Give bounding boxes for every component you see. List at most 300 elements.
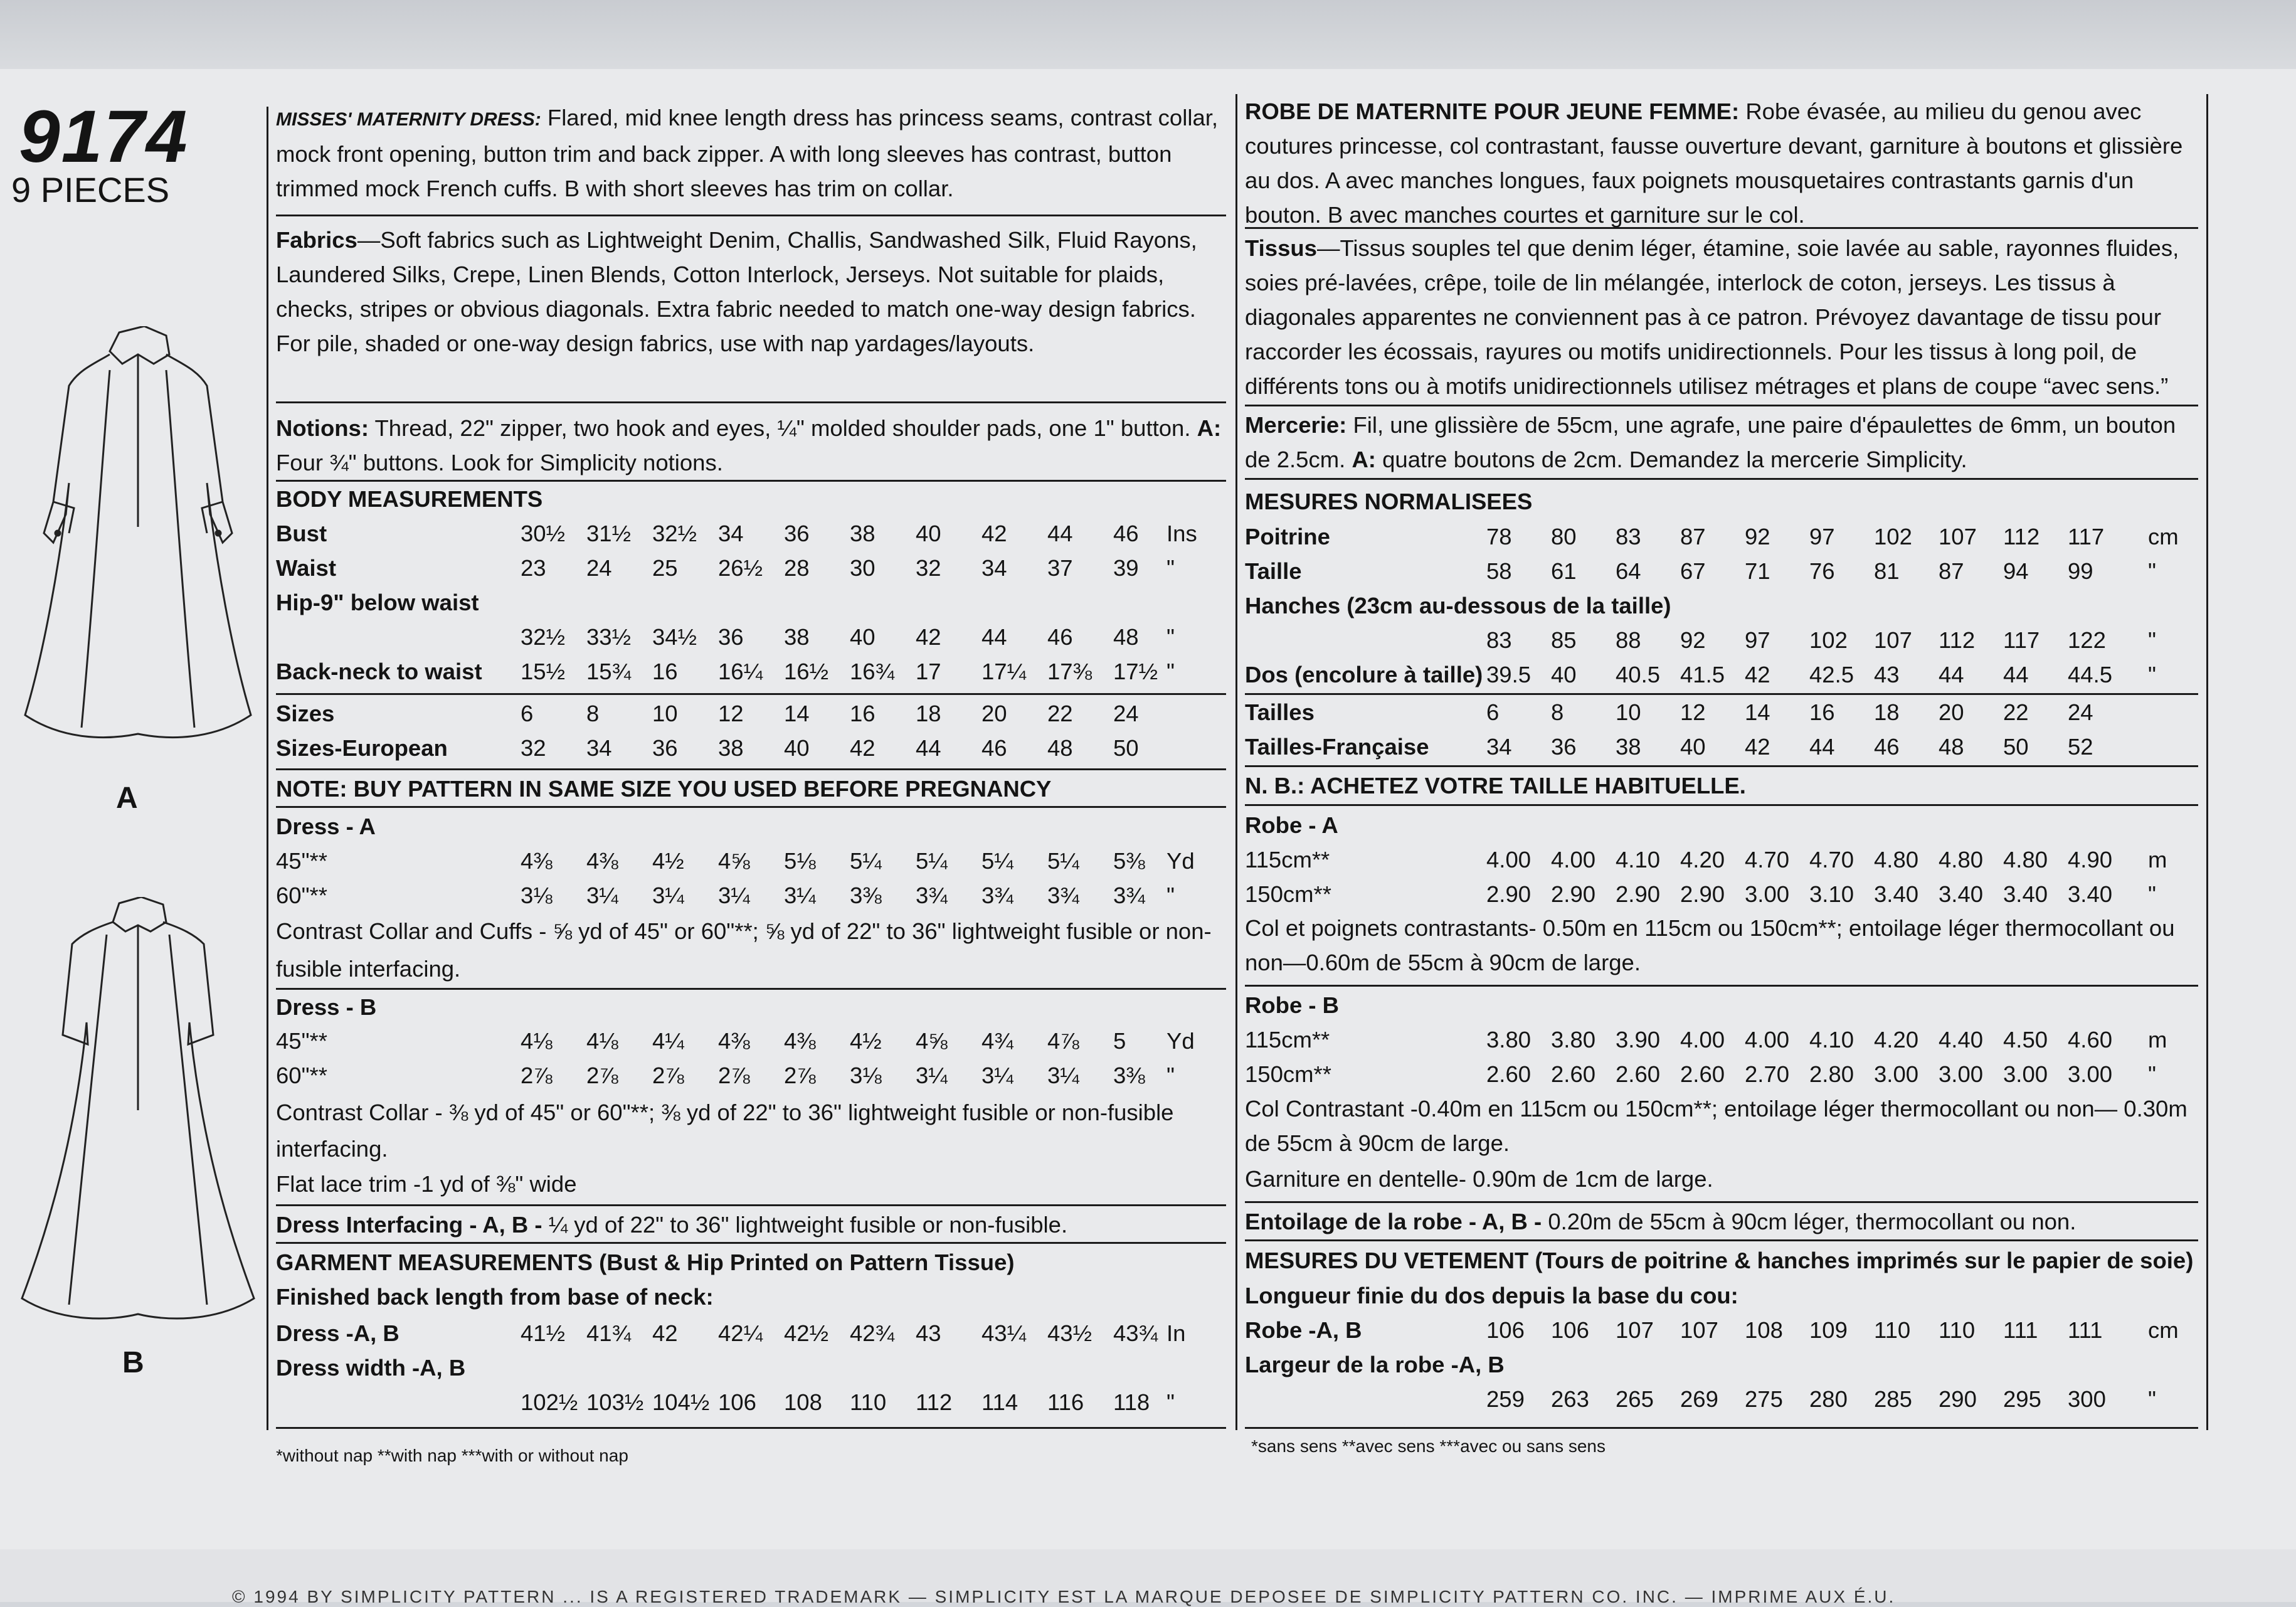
size-value: 3¼ [586,883,618,908]
size-value: 64 [1616,558,1641,584]
size-value: 48 [1047,735,1073,761]
size-value: 17 [916,659,941,684]
en-garment-sub: Finished back length from base of neck: [276,1284,714,1310]
size-value: 50 [2003,734,2029,760]
size-value: 22 [1047,701,1073,726]
size-value: 275 [1745,1386,1783,1412]
size-value: 2.70 [1745,1061,1790,1087]
size-value: 4.50 [2003,1027,2048,1053]
size-value: 4.90 [2068,847,2113,872]
size-value: 16 [850,701,876,726]
size-value: 44 [916,735,941,761]
size-value: 34½ [652,624,697,650]
en-interfacing-text: ¼ yd of 22" to 36" lightweight fusible or non-fusible. [548,1212,1068,1238]
size-value: 43 [916,1320,941,1346]
size-value: 2⅞ [652,1063,684,1088]
table-row [276,1316,1226,1350]
divider [1245,1239,2198,1241]
size-value: 3¼ [981,1063,1013,1088]
size-value: 4⅜ [784,1028,816,1054]
size-value: 4.60 [2068,1027,2113,1053]
size-value: 5¼ [1047,848,1079,874]
size-value: 67 [1680,558,1706,584]
size-value: 2.60 [1616,1061,1661,1087]
size-value: 44 [2003,662,2029,687]
en-dress-a-title: Dress - A [276,814,376,839]
size-value: 94 [2003,558,2029,584]
size-value: 4¾ [981,1028,1013,1054]
unit-label: " [2148,662,2156,687]
size-value: 3.40 [1874,881,1919,907]
copyright-line: © 1994 BY SIMPLICITY PATTERN ... IS A REGISTERED TRADEMARK — SIMPLICITY EST LA MARQUE DEPOSEE DE SIMPLICITY PATTERN CO. INC. — IMPRIME AUX É.U. [232,1587,1896,1606]
size-value: 6 [521,701,534,726]
en-dress-b-contrast: Contrast Collar - ⅜ yd of 45" or 60"**; ⅜ yd of 22" to 36" lightweight fusible or non-fusible interfacing. [276,1100,1174,1162]
size-value: 3.40 [2068,881,2113,907]
size-value: 16¾ [850,659,895,684]
row-label: Back-neck to waist [276,659,482,684]
divider [1245,1201,2198,1203]
size-value: 41.5 [1680,662,1725,687]
size-value: 24 [586,555,612,581]
frame-line-right [2206,94,2208,1430]
size-value: 24 [2068,699,2093,725]
table-row [276,1024,1226,1058]
divider [276,693,1226,695]
size-value: 4.10 [1616,847,1661,872]
size-value: 295 [2003,1386,2041,1412]
size-value: 46 [981,735,1007,761]
size-value: 28 [784,555,810,581]
size-value: 36 [1551,734,1577,760]
size-value: 3⅜ [1113,1063,1145,1088]
size-value: 4⅜ [718,1028,750,1054]
size-value: 4.70 [1809,847,1854,872]
size-value: 3.40 [1939,881,1984,907]
size-value: 43¾ [1113,1320,1158,1346]
size-value: 34 [981,555,1007,581]
fr-description [1245,94,2198,232]
divider [276,215,1226,216]
row-label: 60"** [276,1063,327,1088]
row-label: Dress -A, B [276,1320,399,1346]
table-row [1245,1313,2198,1347]
en-fabrics-label: Fabrics [276,227,357,253]
size-value: 40.5 [1616,662,1661,687]
size-value: 110 [1874,1317,1911,1343]
size-value: 108 [1745,1317,1783,1343]
size-value: 46 [1047,624,1073,650]
table-row [276,731,1226,765]
row-label: Robe -A, B [1245,1317,1362,1343]
size-value: 2.60 [1680,1061,1725,1087]
size-value: 17⅜ [1047,659,1092,684]
size-value: 114 [981,1389,1018,1415]
table-row [1245,1382,2198,1416]
size-value: 78 [1486,524,1512,549]
fr-dress-b-contrast: Col Contrastant -0.40m en 115cm ou 150cm**; entoilage léger thermocollant ou non— 0.30m de 55cm à 90cm de large. [1245,1096,2188,1156]
size-value: 36 [652,735,678,761]
unit-label: " [1167,1389,1175,1415]
size-value: 118 [1113,1389,1150,1415]
size-value: 34 [1486,734,1512,760]
size-value: 111 [2003,1317,2038,1343]
size-value: 32 [521,735,546,761]
row-label: Largeur de la robe -A, B [1245,1352,1505,1377]
table-row [276,516,1226,551]
table-row [1245,695,2198,729]
size-value: 48 [1113,624,1139,650]
size-value: 112 [1939,627,1976,653]
row-label: Sizes [276,701,335,726]
size-value: 14 [1745,699,1770,725]
frame-line-middle [1235,94,1237,1430]
size-value: 23 [521,555,546,581]
size-value: 30½ [521,521,566,546]
size-value: 3¾ [1047,883,1079,908]
size-value: 106 [718,1389,756,1415]
size-value: 52 [2068,734,2093,760]
size-value: 15½ [521,659,566,684]
size-value: 3.00 [1874,1061,1919,1087]
size-value: 106 [1486,1317,1525,1343]
fr-note: N. B.: ACHETEZ VOTRE TAILLE HABITUELLE. [1245,773,1746,798]
table-row [276,844,1226,878]
row-label: Hanches (23cm au-dessous de la taille) [1245,593,1671,618]
size-value: 117 [2068,524,2105,549]
size-value: 48 [1939,734,1964,760]
fr-interfacing-text: 0.20m de 55cm à 90cm léger, thermocollant ou non. [1548,1209,2076,1234]
row-label: Dress width -A, B [276,1355,466,1381]
size-value: 44 [981,624,1007,650]
size-value: 2⅞ [586,1063,618,1088]
pieces-count: 9 PIECES [11,170,170,209]
size-value: 3⅛ [850,1063,882,1088]
size-value: 4⅜ [521,848,553,874]
divider [276,401,1226,403]
unit-label: " [1167,555,1175,581]
table-row [1245,1022,2198,1057]
size-value: 44.5 [2068,662,2113,687]
size-value: 102 [1809,627,1848,653]
unit-label: " [2148,627,2156,653]
size-value: 40 [1551,662,1577,687]
size-value: 4.80 [1939,847,1984,872]
table-row [1245,842,2198,877]
table-row [1245,554,2198,588]
size-value: 97 [1809,524,1835,549]
unit-label: In [1167,1320,1186,1346]
size-value: 34 [718,521,744,546]
size-value: 39 [1113,555,1139,581]
size-value: 112 [2003,524,2040,549]
size-value: 92 [1680,627,1706,653]
fr-notions-text: Fil, une glissière de 55cm, une agrafe, une paire d'épaulettes de 6mm, un bouton de 2.5cm. [1245,412,2176,472]
size-value: 18 [1874,699,1900,725]
table-row [1245,1057,2198,1091]
size-value: 38 [850,521,876,546]
size-value: 25 [652,555,678,581]
size-value: 31½ [586,521,632,546]
row-label: Taille [1245,558,1302,584]
size-value: 4.20 [1680,847,1725,872]
size-value: 12 [1680,699,1706,725]
size-value: 24 [1113,701,1139,726]
size-value: 109 [1809,1317,1848,1343]
fr-garment-title: MESURES DU VETEMENT (Tours de poitrine & hanches imprimés sur le papier de soie) [1245,1248,2194,1273]
size-value: 3.80 [1486,1027,1532,1053]
size-value: 92 [1745,524,1770,549]
row-label: 60"** [276,883,327,908]
size-value: 15¾ [586,659,632,684]
table-row [1245,1347,2198,1382]
size-value: 3.00 [1939,1061,1984,1087]
unit-label: m [2148,847,2167,872]
size-value: 20 [981,701,1007,726]
table-row [276,878,1226,913]
size-value: 4.00 [1680,1027,1725,1053]
fr-notions [1245,408,2198,477]
size-value: 3¼ [916,1063,948,1088]
unit-label: " [1167,659,1175,684]
size-value: 4.00 [1551,847,1596,872]
table-row [276,1058,1226,1093]
row-label: Poitrine [1245,524,1330,549]
fr-notions-a-label: A: [1352,447,1376,472]
row-label: 45"** [276,848,327,874]
size-value: 3¼ [1047,1063,1079,1088]
table-row [276,696,1226,731]
size-value: 36 [784,521,810,546]
row-label: 115cm** [1245,847,1330,872]
unit-label: " [1167,1063,1175,1088]
size-value: 3.00 [2003,1061,2048,1087]
size-value: 259 [1486,1386,1525,1412]
size-value: 4⅞ [1047,1028,1079,1054]
row-label: Tailles-Française [1245,734,1429,760]
fr-dress-a-title: Robe - A [1245,812,1338,838]
size-value: 4¼ [652,1028,684,1054]
size-value: 3¾ [1113,883,1145,908]
size-value: 42.5 [1809,662,1854,687]
size-value: 17¼ [981,659,1027,684]
en-notions [276,411,1226,480]
divider [276,988,1226,990]
dress-a-back-illustration [19,326,257,753]
size-value: 83 [1486,627,1512,653]
size-value: 4.10 [1809,1027,1854,1053]
size-value: 46 [1113,521,1139,546]
size-value: 10 [1616,699,1641,725]
size-value: 4⅛ [521,1028,553,1054]
divider [1245,1427,2198,1429]
size-value: 42 [1745,662,1770,687]
size-value: 265 [1616,1386,1654,1412]
size-value: 43 [1874,662,1900,687]
en-notions-a-text: Four ¾" buttons. Look for Simplicity notions. [276,450,723,475]
size-value: 87 [1939,558,1964,584]
size-value: 107 [1680,1317,1718,1343]
en-description-lead: MISSES' MATERNITY DRESS: [276,109,541,130]
dress-b-back-illustration [13,897,263,1323]
size-value: 5¼ [981,848,1013,874]
size-value: 102½ [521,1389,578,1415]
size-value: 85 [1551,627,1577,653]
size-value: 3¼ [784,883,816,908]
row-label: Hip-9" below waist [276,590,479,615]
size-value: 280 [1809,1386,1848,1412]
size-value: 16½ [784,659,829,684]
table-row [1245,877,2198,911]
size-value: 2.60 [1551,1061,1596,1087]
divider [1245,985,2198,987]
divider [1245,405,2198,406]
size-value: 107 [1939,524,1977,549]
row-label: 150cm** [1245,1061,1331,1087]
fr-footnote: *sans sens **avec sens ***avec ou sans sens [1251,1436,1606,1456]
table-row [1245,729,2198,764]
size-value: 3.10 [1809,881,1854,907]
size-value: 111 [2068,1317,2103,1343]
size-value: 300 [2068,1386,2106,1412]
fr-body-title: MESURES NORMALISEES [1245,489,1533,514]
size-value: 6 [1486,699,1500,725]
size-value: 8 [586,701,600,726]
size-value: 16¼ [718,659,763,684]
divider [276,768,1226,770]
size-value: 3.90 [1616,1027,1661,1053]
size-value: 107 [1874,627,1912,653]
en-footnote: *without nap **with nap ***with or without nap [276,1446,628,1465]
size-value: 26½ [718,555,763,581]
size-value: 83 [1616,524,1641,549]
table-row [276,551,1226,585]
size-value: 4.40 [1939,1027,1984,1053]
size-value: 110 [850,1389,887,1415]
size-value: 80 [1551,524,1577,549]
size-value: 42¾ [850,1320,895,1346]
size-value: 42½ [784,1320,829,1346]
divider [1245,227,2198,229]
row-label: 45"** [276,1028,327,1054]
size-value: 2.60 [1486,1061,1532,1087]
row-label: 115cm** [1245,1027,1330,1053]
fr-dress-b-title: Robe - B [1245,992,1340,1018]
fr-notions-label: Mercerie: [1245,412,1347,438]
fr-description-text: Robe évasée, au milieu du genou avec coutures princesse, col contrastant, fausse ouverture devant, garniture à boutons et glissière au dos. A avec manches longues, faux poignets mousquetaires contrastants garnis d'un bouton. B avec manches courtes et garniture sur le col. [1245,98,2183,228]
size-value: 104½ [652,1389,710,1415]
size-value: 38 [718,735,744,761]
table-row [1245,519,2198,554]
size-value: 40 [850,624,876,650]
divider [276,1427,1226,1429]
size-value: 46 [1874,734,1900,760]
en-notions-label: Notions: [276,415,369,441]
size-value: 34 [586,735,612,761]
fr-fabrics-label: Tissus [1245,235,1317,261]
table-row [1245,657,2198,692]
size-value: 42 [652,1320,678,1346]
size-value: 16 [1809,699,1835,725]
unit-label: m [2148,1027,2167,1053]
size-value: 3.40 [2003,881,2048,907]
size-value: 2.90 [1680,881,1725,907]
size-value: 4⅝ [718,848,750,874]
unit-label: " [2148,558,2156,584]
row-label: 150cm** [1245,881,1331,907]
size-value: 33½ [586,624,632,650]
en-description-text: Flared, mid knee length dress has princess seams, contrast collar, mock front opening, button trim and back zipper. A with long sleeves has contrast, button trimmed mock French cuffs. B with short sleeves has trim on collar. [276,105,1219,201]
size-value: 30 [850,555,876,581]
en-interfacing [276,1207,1067,1242]
size-value: 4½ [652,848,684,874]
unit-label: cm [2148,524,2179,549]
size-value: 4⅝ [916,1028,948,1054]
fr-fabrics [1245,231,2198,403]
row-label: Dos (encolure à taille) [1245,662,1483,687]
size-value: 107 [1616,1317,1654,1343]
divider [276,806,1226,808]
size-value: 99 [2068,558,2093,584]
size-value: 4.00 [1486,847,1532,872]
unit-label: Ins [1167,521,1197,546]
fr-garment-sub: Longueur finie du dos depuis la base du cou: [1245,1283,1738,1308]
view-label-b: B [122,1346,144,1379]
size-value: 88 [1616,627,1641,653]
size-value: 3¼ [652,883,684,908]
size-value: 87 [1680,524,1706,549]
size-value: 106 [1551,1317,1589,1343]
en-dress-b-title: Dress - B [276,994,377,1020]
size-value: 16 [652,659,678,684]
size-value: 108 [784,1389,822,1415]
fr-description-lead: ROBE DE MATERNITE POUR JEUNE FEMME: [1245,98,1740,124]
unit-label: " [2148,1386,2156,1412]
divider [276,1242,1226,1244]
en-interfacing-label: Dress Interfacing - A, B - [276,1212,542,1238]
en-dress-b-lace: Flat lace trim -1 yd of ⅜" wide [276,1171,577,1197]
size-value: 4⅛ [586,1028,618,1054]
english-column [276,94,1226,1474]
size-value: 10 [652,701,678,726]
size-value: 42¼ [718,1320,763,1346]
size-value: 42 [916,624,941,650]
size-value: 4.80 [1874,847,1919,872]
size-value: 5⅜ [1113,848,1145,874]
en-fabrics [276,223,1226,361]
en-fabrics-text: —Soft fabrics such as Lightweight Denim, Challis, Sandwashed Silk, Fluid Rayons, Laundered Silks, Crepe, Linen Blends, Cotton Interlock, Jerseys. Not suitable for plaids, checks, stripes or obvious diagonals. Extra fabric needed to match one-way design fabrics. For pile, shaded or one-way design fabrics, use with nap yardages/layouts. [276,227,1197,356]
size-value: 50 [1113,735,1139,761]
size-value: 44 [1047,521,1073,546]
size-value: 41¾ [586,1320,632,1346]
size-value: 2.90 [1551,881,1596,907]
size-value: 5⅛ [784,848,816,874]
size-value: 285 [1874,1386,1912,1412]
unit-label: " [1167,883,1175,908]
size-value: 102 [1874,524,1912,549]
fr-fabrics-text: —Tissus souples tel que denim léger, étamine, soie lavée au sable, rayonnes fluides, soies pré-lavées, crêpe, toile de lin mélangée, interlock de coton, jerseys. Les tissus à diagonales apparentes ne conviennent pas à ce patron. Prévoyez davantage de tissu pour raccorder les écossais, rayures ou motifs unidirectionnels. Pour les tissus à long poil, de différents tons ou à motifs unidirectionnels utilisez métrages et plans de coupe “avec sens.” [1245,235,2179,399]
size-value: 44 [1809,734,1835,760]
size-value: 4.00 [1745,1027,1790,1053]
row-label: Tailles [1245,699,1315,725]
size-value: 3⅜ [850,883,882,908]
size-value: 3⅛ [521,883,553,908]
size-value: 14 [784,701,810,726]
fr-interfacing [1245,1204,2076,1239]
row-label: Waist [276,555,336,581]
size-value: 42 [850,735,876,761]
en-description [276,100,1226,206]
size-value: 4.70 [1745,847,1790,872]
